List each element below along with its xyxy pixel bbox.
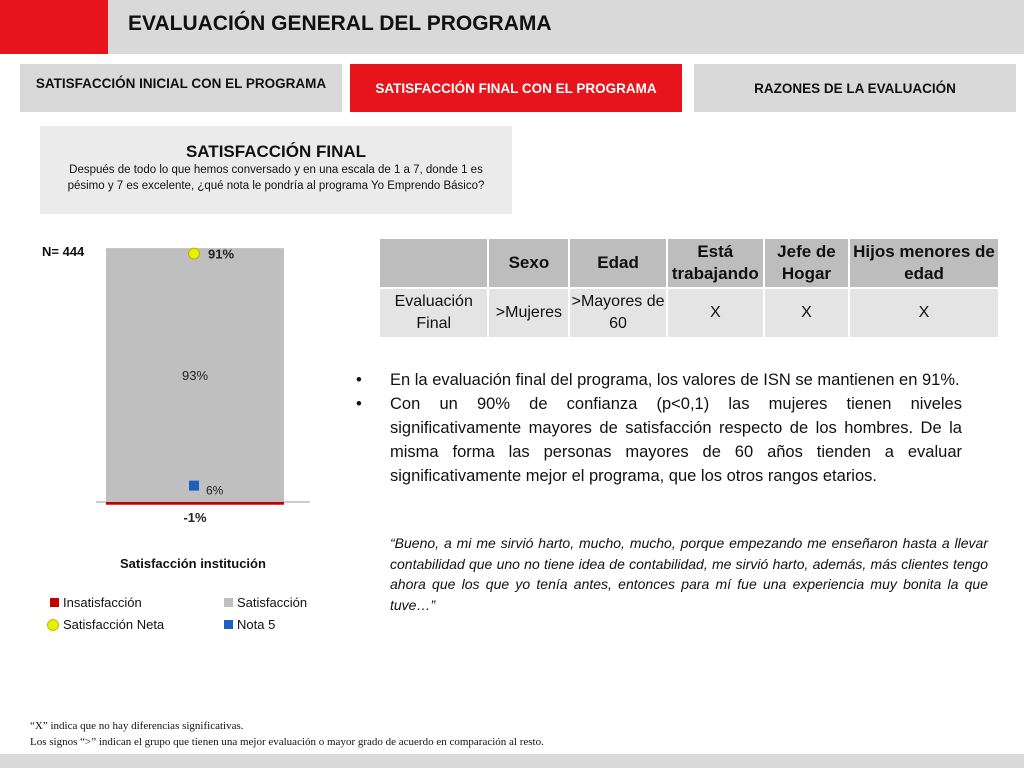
data-label-satisfaccion: 93% [181,368,209,384]
list-item [356,392,962,488]
table-header-cell: Sexo [489,239,568,287]
table-header-row [380,239,998,287]
legend-label-insatisfaccion: Insatisfacción [63,595,142,610]
data-label-nota-5: 6% [206,483,224,498]
evaluation-table [378,237,1000,339]
legend-label-nota-5: Nota 5 [237,617,276,632]
bullet-icon: • [356,395,362,413]
table-header-cell: Hijos menores de edad [850,239,998,287]
question-box [40,126,512,214]
table-header-cell: Edad [570,239,665,287]
tab-satisfaccion-inicial[interactable]: SATISFACCIÓN INICIAL CON EL PROGRAMA [20,64,342,112]
data-label-satisfaccion-neta: 91% [208,246,235,262]
legend-item-satisfaccion [224,595,307,610]
table-header-cell: Jefe de Hogar [765,239,848,287]
footnotes [30,718,544,750]
legend-title: Satisfacción institución [120,556,266,571]
table-header-cell [380,239,487,287]
legend-label-satisfaccion-neta: Satisfacción Neta [63,617,165,632]
legend-item-nota-5 [224,617,275,632]
table-cell: X [765,289,848,337]
sample-size-label: N= 444 [42,244,85,259]
table-header-cell: Está trabajando [668,239,763,287]
list-item [356,368,962,392]
legend-swatch-nota-5 [224,620,233,629]
legend-swatch-satisfaccion [224,598,233,607]
legend-item-satisfaccion-neta [47,617,164,632]
table-cell: >Mayores de 60 [570,289,665,337]
data-label-insatisfaccion: -1% [183,510,207,525]
testimonial-quote: “Bueno, a mi me sirvió harto, mucho, mucho, porque empezando me enseñaron hasta a llevar contabilidad que uno no tiene idea de contabilidad, me sirvió harto, además, más clientes tengo ahora que los que yo tenía antes, entonces para mí fue una experiencia muy bonita la que tuve…” [390,535,988,613]
page-title: EVALUACIÓN GENERAL DEL PROGRAMA [128,12,552,35]
table-cell: >Mujeres [489,289,568,337]
satisfaction-chart [90,236,330,536]
findings-list [356,368,962,488]
bar-insatisfaccion [106,502,284,505]
finding-text: En la evaluación final del programa, los valores de ISN se mantienen en 91%. [390,371,960,389]
tab-razones-evaluacion[interactable]: RAZONES DE LA EVALUACIÓN [694,64,1016,112]
brand-red-block [0,0,108,54]
footnote: “X” indica que no hay diferencias significativas. [30,720,244,732]
tab-satisfaccion-final[interactable]: SATISFACCIÓN FINAL CON EL PROGRAMA [350,64,682,112]
question-text: Después de todo lo que hemos conversado y en una escala de 1 a 7, donde 1 es pésimo y 7 es excelente, ¿qué nota le pondría al programa Yo Emprendo Básico? [67,164,485,192]
marker-satisfaccion-neta [189,248,200,259]
question-title: SATISFACCIÓN FINAL [185,142,367,161]
legend-item-insatisfaccion [50,595,142,610]
footnote: Los signos “>” indican el grupo que tienen una mejor evaluación o mayor grado de acuerdo en comparación al resto. [30,736,544,748]
legend-swatch-satisfaccion-neta [47,619,59,631]
legend-swatch-insatisfaccion [50,598,59,607]
footer-band [0,754,1024,768]
finding-text: Con un 90% de confianza (p<0,1) las mujeres tienen niveles significativamente mayores de satisfacción respecto de los hombres. De la misma forma las personas mayores de 60 años tienden a evaluar significativamente mejor el programa, que los otros rangos etarios. [390,395,962,485]
table-cell: X [668,289,763,337]
bullet-icon: • [356,371,362,389]
legend-label-satisfaccion: Satisfacción [237,595,308,610]
marker-nota-5 [189,481,199,491]
table-row [380,289,998,337]
table-cell: X [850,289,998,337]
table-cell: Evaluación Final [380,289,487,337]
